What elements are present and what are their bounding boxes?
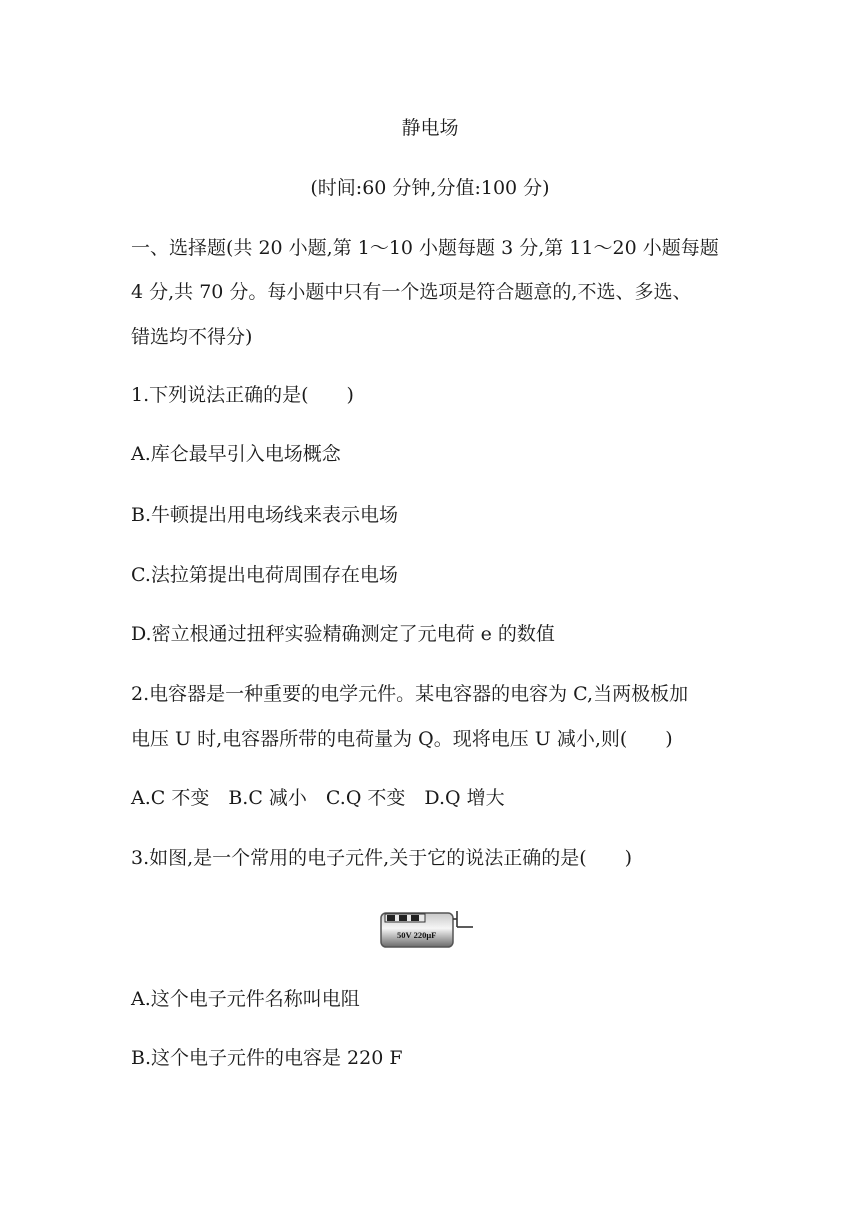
capacitor-label: 50V 220μF: [397, 930, 437, 940]
document-subtitle: (时间:60 分钟,分值:100 分): [310, 177, 550, 199]
question-1-option-a: A.库仑最早引入电场概念: [131, 443, 341, 465]
capacitor-leads: [453, 911, 473, 927]
section-heading-line-3: 错选均不得分): [131, 326, 253, 348]
question-3-option-a: A.这个电子元件名称叫电阻: [131, 988, 360, 1010]
section-heading-line-1: 一、选择题(共 20 小题,第 1～10 小题每题 3 分,第 11～20 小题每题: [131, 237, 719, 259]
question-1-stem: 1.下列说法正确的是( ): [131, 384, 354, 406]
section-heading-line-2: 4 分,共 70 分。每小题中只有一个选项是符合题意的,不选、多选、: [131, 281, 692, 303]
document-title: 静电场: [401, 117, 459, 139]
question-3-stem: 3.如图,是一个常用的电子元件,关于它的说法正确的是( ): [131, 847, 633, 869]
capacitor-figure: [375, 905, 475, 953]
question-1-option-b: B.牛顿提出用电场线来表示电场: [131, 504, 399, 526]
question-2-stem-line-2: 电压 U 时,电容器所带的电荷量为 Q。现将电压 U 减小,则( ): [131, 728, 673, 750]
question-3-option-b: B.这个电子元件的电容是 220 F: [131, 1047, 403, 1069]
question-1-option-d: D.密立根通过扭秤实验精确测定了元电荷 e 的数值: [131, 623, 555, 645]
question-1-option-c: C.法拉第提出电荷周围存在电场: [131, 564, 398, 586]
question-2-options: A.C 不变 B.C 减小 C.Q 不变 D.Q 增大: [131, 787, 505, 809]
question-2-stem-line-1: 2.电容器是一种重要的电学元件。某电容器的电容为 C,当两极板加: [131, 683, 689, 705]
